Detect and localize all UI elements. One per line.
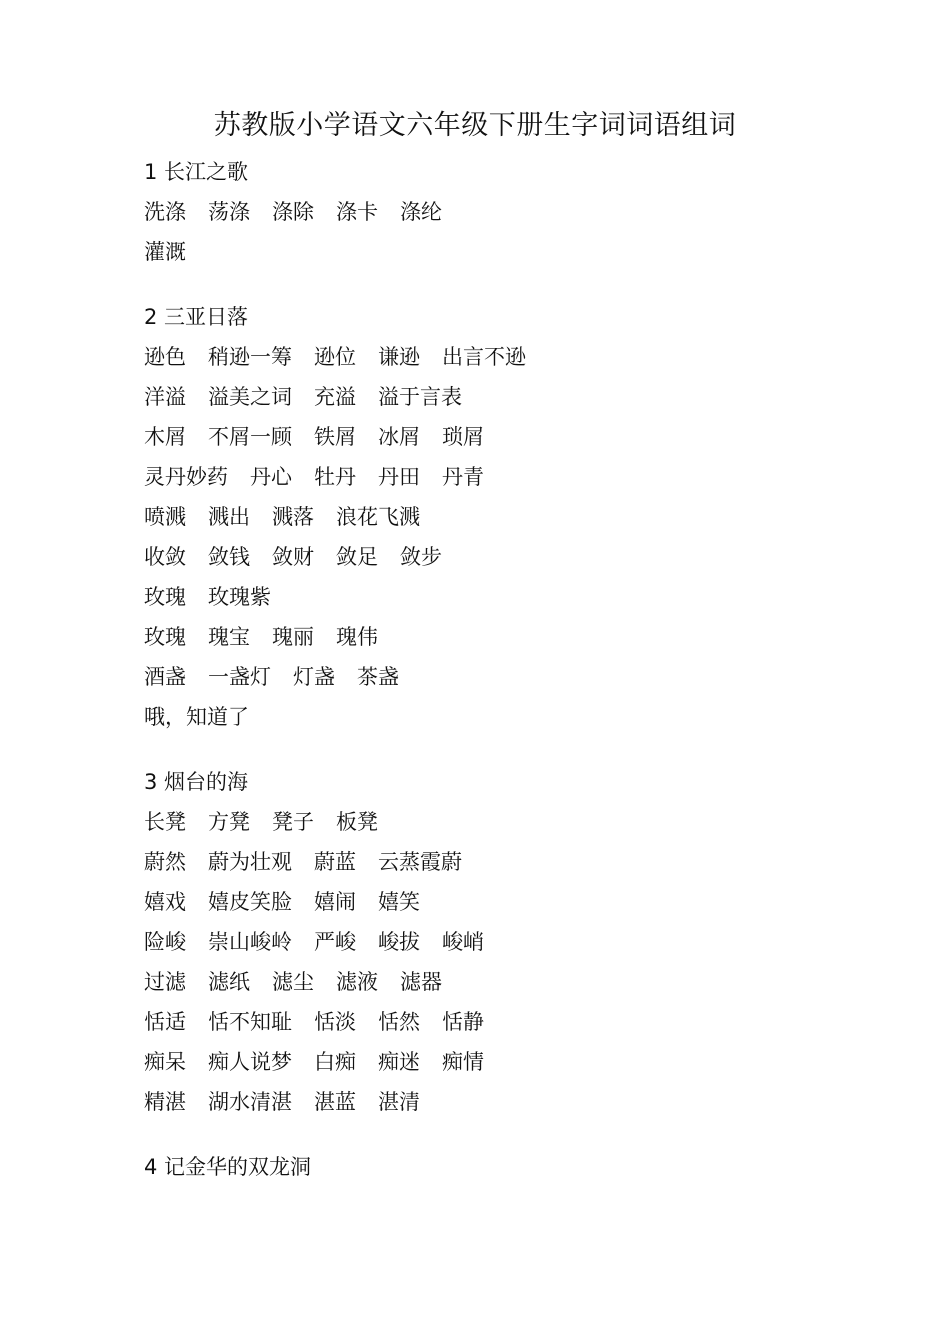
vocabulary-word: 板凳 — [336, 810, 378, 834]
word-row — [144, 842, 904, 882]
word-row — [144, 497, 904, 537]
word-row — [144, 962, 904, 1002]
vocabulary-word: 玫瑰 — [144, 585, 186, 609]
vocabulary-word: 玫瑰 — [144, 625, 186, 649]
vocabulary-word: 滤纸 — [208, 970, 250, 994]
section-heading: 3 烟台的海 — [144, 770, 249, 794]
vocabulary-word: 涤纶 — [400, 200, 442, 224]
vocabulary-word: 洗涤 — [144, 200, 186, 224]
vocabulary-word: 嬉笑 — [378, 890, 420, 914]
vocabulary-word: 洋溢 — [144, 385, 186, 409]
vocabulary-word: 湖水清湛 — [208, 1090, 292, 1114]
section-spacer — [144, 1122, 904, 1147]
vocabulary-word: 险峻 — [144, 930, 186, 954]
word-row — [144, 657, 904, 697]
vocabulary-word: 铁屑 — [314, 425, 356, 449]
vocabulary-word: 瑰丽 — [272, 625, 314, 649]
vocabulary-word: 溢于言表 — [378, 385, 462, 409]
vocabulary-word: 湛清 — [378, 1090, 420, 1114]
vocabulary-word: 长凳 — [144, 810, 186, 834]
word-row — [144, 922, 904, 962]
vocabulary-word: 瑰宝 — [208, 625, 250, 649]
vocabulary-word: 逊位 — [314, 345, 356, 369]
vocabulary-word: 琐屑 — [442, 425, 484, 449]
word-row — [144, 192, 904, 232]
vocabulary-word: 恬然 — [378, 1010, 420, 1034]
vocabulary-word: 精湛 — [144, 1090, 186, 1114]
vocabulary-word: 痴人说梦 — [208, 1050, 292, 1074]
vocabulary-word: 灵丹妙药 — [144, 465, 228, 489]
word-row — [144, 697, 904, 737]
vocabulary-word: 过滤 — [144, 970, 186, 994]
word-row — [144, 617, 904, 657]
vocabulary-word: 溅出 — [208, 505, 250, 529]
vocabulary-word: 恬适 — [144, 1010, 186, 1034]
vocabulary-word: 方凳 — [208, 810, 250, 834]
vocabulary-word: 哦，知道了 — [144, 705, 249, 729]
vocabulary-word: 滤液 — [336, 970, 378, 994]
word-row — [144, 1082, 904, 1122]
vocabulary-word: 嬉皮笑脸 — [208, 890, 292, 914]
vocabulary-word: 溅落 — [272, 505, 314, 529]
section-heading: 2 三亚日落 — [144, 305, 249, 329]
vocabulary-word: 涤卡 — [336, 200, 378, 224]
vocabulary-word: 恬不知耻 — [208, 1010, 292, 1034]
vocabulary-word: 丹田 — [378, 465, 420, 489]
section-spacer — [144, 272, 904, 297]
vocabulary-word: 荡涤 — [208, 200, 250, 224]
vocabulary-word: 敛足 — [336, 545, 378, 569]
vocabulary-word: 嬉戏 — [144, 890, 186, 914]
vocabulary-word: 白痴 — [314, 1050, 356, 1074]
vocabulary-word: 滤尘 — [272, 970, 314, 994]
vocabulary-word: 峻峭 — [442, 930, 484, 954]
vocabulary-word: 痴迷 — [378, 1050, 420, 1074]
vocabulary-word: 蔚然 — [144, 850, 186, 874]
word-row — [144, 882, 904, 922]
vocabulary-word: 敛财 — [272, 545, 314, 569]
vocabulary-word: 涤除 — [272, 200, 314, 224]
vocabulary-word: 严峻 — [314, 930, 356, 954]
vocabulary-word: 牡丹 — [314, 465, 356, 489]
vocabulary-word: 一盏灯 — [208, 665, 271, 689]
vocabulary-word: 酒盏 — [144, 665, 186, 689]
vocabulary-word: 谦逊 — [378, 345, 420, 369]
vocabulary-word: 痴呆 — [144, 1050, 186, 1074]
vocabulary-word: 喷溅 — [144, 505, 186, 529]
section-spacer — [144, 737, 904, 762]
vocabulary-word: 木屑 — [144, 425, 186, 449]
section-heading: 4 记金华的双龙洞 — [144, 1155, 312, 1179]
word-row — [144, 337, 904, 377]
vocabulary-word: 逊色 — [144, 345, 186, 369]
vocabulary-word: 滤器 — [400, 970, 442, 994]
vocabulary-word: 灌溉 — [144, 240, 186, 264]
vocabulary-word: 湛蓝 — [314, 1090, 356, 1114]
vocabulary-word: 不屑一顾 — [208, 425, 292, 449]
vocabulary-word: 浪花飞溅 — [336, 505, 420, 529]
vocabulary-word: 敛步 — [400, 545, 442, 569]
section-heading: 1 长江之歌 — [144, 160, 249, 184]
document-body — [144, 152, 904, 1187]
word-row — [144, 377, 904, 417]
vocabulary-word: 丹青 — [442, 465, 484, 489]
vocabulary-word: 茶盏 — [357, 665, 399, 689]
vocabulary-word: 恬静 — [442, 1010, 484, 1034]
vocabulary-word: 凳子 — [272, 810, 314, 834]
vocabulary-word: 云蒸霞蔚 — [378, 850, 462, 874]
vocabulary-word: 峻拔 — [378, 930, 420, 954]
word-row — [144, 457, 904, 497]
vocabulary-word: 溢美之词 — [208, 385, 292, 409]
word-row — [144, 802, 904, 842]
vocabulary-word: 瑰伟 — [336, 625, 378, 649]
vocabulary-word: 嬉闹 — [314, 890, 356, 914]
word-row — [144, 1002, 904, 1042]
word-row — [144, 577, 904, 617]
vocabulary-word: 出言不逊 — [442, 345, 526, 369]
vocabulary-word: 恬淡 — [314, 1010, 356, 1034]
vocabulary-word: 崇山峻岭 — [208, 930, 292, 954]
vocabulary-word: 充溢 — [314, 385, 356, 409]
word-row — [144, 1042, 904, 1082]
vocabulary-word: 丹心 — [250, 465, 292, 489]
vocabulary-word: 收敛 — [144, 545, 186, 569]
word-row — [144, 537, 904, 577]
vocabulary-word: 玫瑰紫 — [208, 585, 271, 609]
vocabulary-word: 冰屑 — [378, 425, 420, 449]
vocabulary-word: 蔚蓝 — [314, 850, 356, 874]
vocabulary-word: 稍逊一筹 — [208, 345, 292, 369]
word-row — [144, 417, 904, 457]
word-row — [144, 232, 904, 272]
vocabulary-word: 敛钱 — [208, 545, 250, 569]
document-title: 苏教版小学语文六年级下册生字词词语组词 — [213, 110, 737, 141]
vocabulary-word: 灯盏 — [293, 665, 335, 689]
vocabulary-word: 痴情 — [442, 1050, 484, 1074]
vocabulary-word: 蔚为壮观 — [208, 850, 292, 874]
